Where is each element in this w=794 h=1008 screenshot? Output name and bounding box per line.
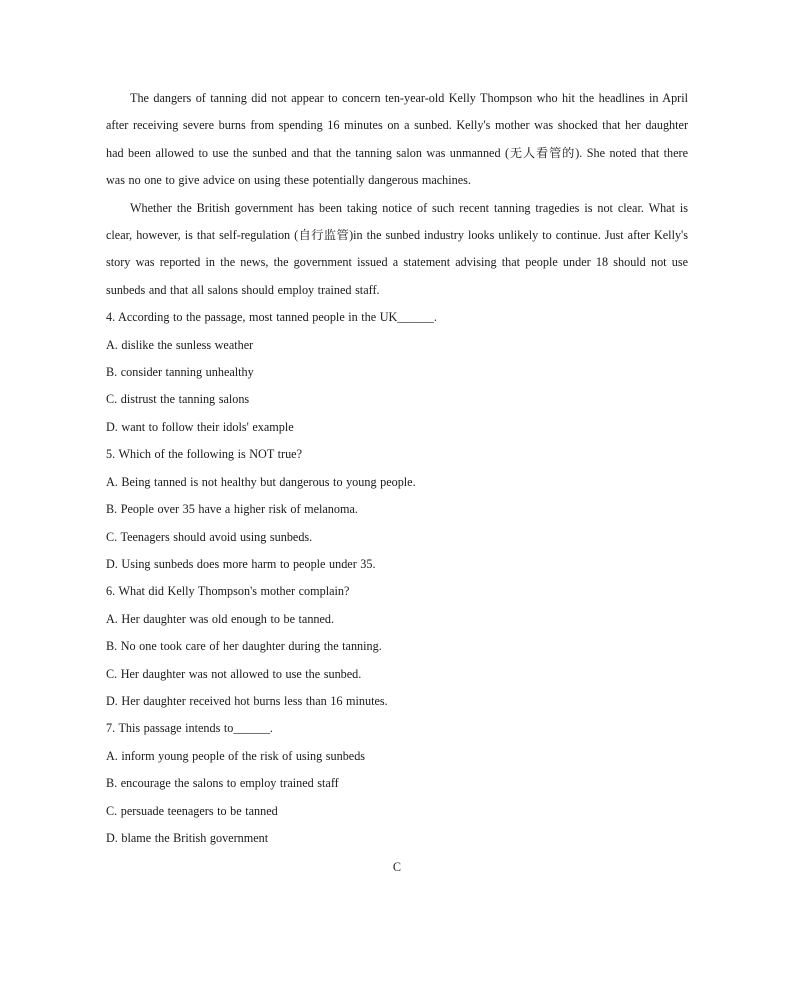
passage-paragraph-2: Whether the British government has been taking notice of such recent tanning tragedies is not clear. What is clear, however, is that self-regulation (自行监管)in the sunbed industry looks unlikely to continue. Just after Kelly's story was reported in the news, the government issued a statement advising that people under 18 should not use sunbeds and that all salons should employ trained staff. bbox=[106, 200, 688, 297]
document-page bbox=[106, 85, 688, 852]
question-stem: 4. According to the passage, most tanned people in the UK______. bbox=[106, 310, 437, 325]
question-option-d: D. want to follow their idols' example bbox=[106, 419, 294, 434]
question-option-c: C. Teenagers should avoid using sunbeds. bbox=[106, 529, 313, 544]
question-option-d: D. Her daughter received hot burns less than 16 minutes. bbox=[106, 693, 388, 708]
next-section-heading: C bbox=[392, 860, 402, 874]
question-option-c: C. distrust the tanning salons bbox=[106, 392, 250, 407]
question-6 bbox=[106, 578, 688, 715]
question-5 bbox=[106, 441, 688, 578]
question-option-c: C. persuade teenagers to be tanned bbox=[106, 803, 278, 818]
question-7 bbox=[106, 715, 688, 852]
question-4 bbox=[106, 304, 688, 441]
question-option-a: A. inform young people of the risk of using sunbeds bbox=[106, 748, 366, 763]
passage-paragraph-1: The dangers of tanning did not appear to concern ten-year-old Kelly Thompson who hit the headlines in April after receiving severe burns from spending 16 minutes on a sunbed. Kelly's mother was shocked that her daughter had been allowed to use the sunbed and that the tanning salon was unmanned (无人看管的). She noted that there was no one to give advice on using these potentially dangerous machines. bbox=[106, 91, 688, 188]
question-option-a: A. dislike the sunless weather bbox=[106, 337, 254, 352]
question-option-a: A. Being tanned is not healthy but dangerous to young people. bbox=[106, 474, 416, 489]
question-option-d: D. Using sunbeds does more harm to people under 35. bbox=[106, 556, 376, 571]
question-option-b: B. People over 35 have a higher risk of melanoma. bbox=[106, 502, 358, 517]
question-option-d: D. blame the British government bbox=[106, 830, 269, 845]
question-option-c: C. Her daughter was not allowed to use the sunbed. bbox=[106, 666, 362, 681]
question-option-b: B. No one took care of her daughter during the tanning. bbox=[106, 639, 382, 654]
question-stem: 6. What did Kelly Thompson's mother complain? bbox=[106, 584, 350, 599]
question-stem: 5. Which of the following is NOT true? bbox=[106, 447, 302, 462]
question-option-b: B. encourage the salons to employ trained staff bbox=[106, 776, 339, 791]
question-stem: 7. This passage intends to______. bbox=[106, 721, 273, 736]
question-option-a: A. Her daughter was old enough to be tanned. bbox=[106, 611, 335, 626]
question-option-b: B. consider tanning unhealthy bbox=[106, 365, 254, 380]
